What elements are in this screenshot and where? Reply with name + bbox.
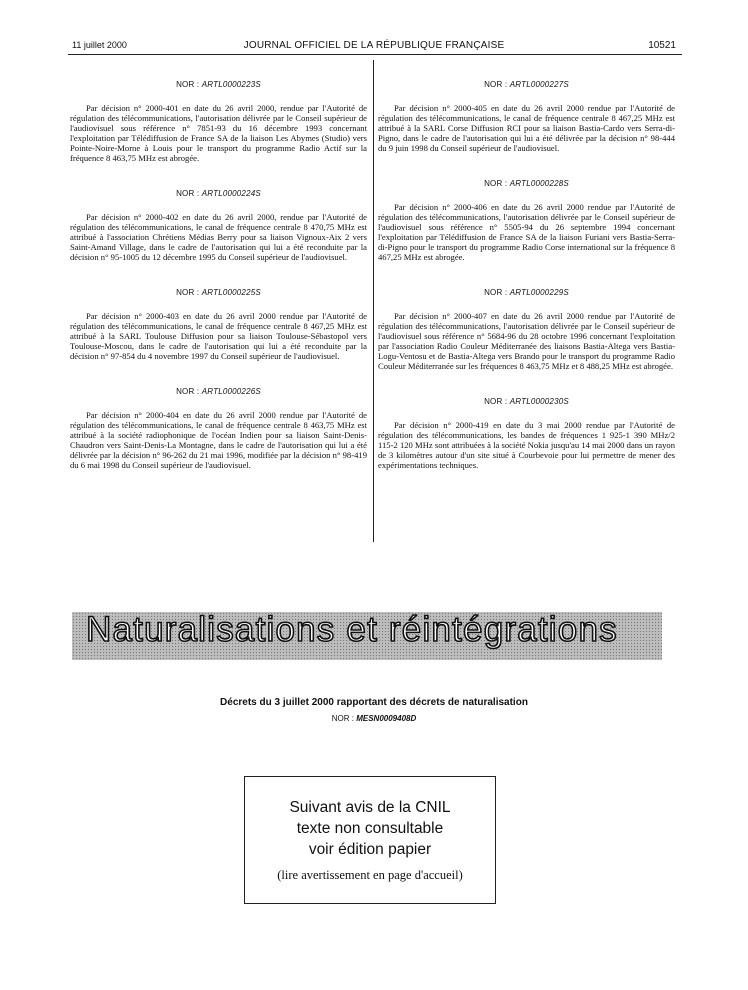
cnil-line: voir édition papier <box>308 841 432 858</box>
decision-paragraph: Par décision n° 2000-406 en date du 26 avril 2000 rendue par l'Autorité de régulation des télécommunications, l'autorisation délivrée par le Conseil supérieur de l'audiovisuel sous référence n° 5505-94 du 26 septembre 1994 concernant l'exploitation par Télédiffusion de France SA de la liaison Furiani vers Bastia-Serra-di-Pigno pour le transport du programme Radio Corse international sur la fréquence 8 467,25 MHz est abrogée. <box>378 202 675 262</box>
nor-reference <box>70 288 367 297</box>
nor-reference <box>70 189 367 198</box>
journal-title: JOURNAL OFFICIEL DE LA RÉPUBLIQUE FRANÇAISE <box>243 40 505 51</box>
nor-label: NOR : <box>484 179 508 188</box>
section-title: Naturalisations et réintégrations <box>86 610 618 649</box>
header-rule <box>68 54 682 55</box>
nor-code: ARTL0000224S <box>201 189 261 198</box>
page-number: 10521 <box>648 40 676 51</box>
decision-paragraph: Par décision n° 2000-401 en date du 26 avril 2000, rendue par l'Autorité de régulation des télécommunications, l'autorisation délivrée par le Conseil supérieur de l'audiovisuel sous référence n° 7851-93 du 16 décembre 1993 concernant l'exploitation par Télédiffusion de France SA de la liaison Les Abymes (Studio) vers Pointe-Noire-Morne à Louis pour le transport du programme Radio Actif sur la fréquence 8 463,75 MHz est abrogée. <box>70 103 367 163</box>
nor-reference <box>378 179 675 188</box>
nor-reference <box>378 397 675 406</box>
nor-label: NOR : <box>176 288 200 297</box>
left-column <box>70 80 367 496</box>
nor-code: ARTL0000230S <box>509 397 569 406</box>
nor-code: ARTL0000227S <box>509 80 569 89</box>
nor-code: MESN0009408D <box>356 714 417 723</box>
nor-label: NOR : <box>176 80 200 89</box>
right-column <box>378 80 675 496</box>
nor-label: NOR : <box>484 397 508 406</box>
decision-paragraph: Par décision n° 2000-419 en date du 3 mai 2000 rendue par l'Autorité de régulation des télécommunications, les bandes de fréquences 1 925-1 390 MHz/2 115-2 120 MHz sont attribuées à la société Nokia jusqu'au 14 mai 2000 dans un rayon de 3 kilomètres autour d'un site situé à Courbevoie pour lui permettre de mener des expérimentations techniques. <box>378 420 675 470</box>
decision-paragraph: Par décision n° 2000-402 en date du 26 avril 2000, rendue par l'Autorité de régulation des télécommunications, le canal de fréquence centrale 8 470,75 MHz est attribué à l'association Chrétiens Médias Berry pour sa liaison Vignoux-Aix 2 vers Saint-Amand Village, dans le cadre de l'autorisation qui lui a été reconduite par la décision n° 95-1005 du 12 décembre 1995 du Conseil supérieur de l'audiovisuel. <box>70 212 367 262</box>
decree-title: Décrets du 3 juillet 2000 rapportant des décrets de naturalisation <box>220 697 528 708</box>
nor-code: ARTL0000223S <box>201 80 261 89</box>
decision-paragraph: Par décision n° 2000-407 en date du 26 avril 2000 rendue par l'Autorité de régulation des télécommunications, l'autorisation délivrée par le Conseil supérieur de l'audiovisuel sous référence n° 5684-96 du 28 octobre 1996 concernant l'exploitation par l'association Radio Couleur Méditerranée des liaisons Bastia-Altega vers Bastia-Logu-Ventosu et de Bastia-Altega vers Brando pour le transport du programme Radio Couleur Méditerranée sur les fréquences 8 463,75 MHz et 8 488,25 MHz est abrogée. <box>378 311 675 371</box>
nor-label: NOR : <box>331 714 354 723</box>
cnil-line: texte non consultable <box>296 820 444 837</box>
header-date: 11 juillet 2000 <box>72 40 127 50</box>
nor-code: ARTL0000228S <box>509 179 569 188</box>
nor-label: NOR : <box>484 288 508 297</box>
decision-paragraph: Par décision n° 2000-404 en date du 26 avril 2000 rendue par l'Autorité de régulation des télécommunications, le canal de fréquence centrale 8 463,75 MHz est attribué à la société radiophonique de l'océan Indien pour sa liaison Saint-Denis-Chaudron vers Saint-Denis-La Montagne, dans le cadre de l'autorisation qui lui a été délivrée par la décision n° 96-262 du 21 mai 1996, modifiée par la décision n° 98-419 du 6 mai 1998 du Conseil supérieur de l'audiovisuel. <box>70 410 367 470</box>
nor-code: ARTL0000229S <box>509 288 569 297</box>
nor-label: NOR : <box>484 80 508 89</box>
nor-code: ARTL0000226S <box>201 387 261 396</box>
nor-reference <box>378 288 675 297</box>
nor-reference <box>378 80 675 89</box>
nor-reference <box>70 80 367 89</box>
nor-reference <box>70 387 367 396</box>
decree-nor <box>0 714 748 723</box>
nor-label: NOR : <box>176 387 200 396</box>
nor-label: NOR : <box>176 189 200 198</box>
decision-paragraph: Par décision n° 2000-403 en date du 26 avril 2000 rendue par l'Autorité de régulation des télécommunications, le canal de fréquence centrale 8 467,25 MHz est attribué à la SARL Toulouse Diffusion pour sa liaison Toulouse-Sébastopol vers Toulouse-Moscou, dans le cadre de l'autorisation qui lui a été reconduite par la décision n° 97-854 du 4 novembre 1997 du Conseil supérieur de l'audiovisuel. <box>70 311 367 361</box>
cnil-notice-box <box>244 776 496 904</box>
cnil-note: (lire avertissement en page d'accueil) <box>277 868 463 882</box>
column-divider <box>373 60 374 542</box>
nor-code: ARTL0000225S <box>201 288 261 297</box>
decision-paragraph: Par décision n° 2000-405 en date du 26 avril 2000 rendue par l'Autorité de régulation des télécommunications, le canal de fréquence centrale 8 467,25 MHz est attribué à la SARL Corse Diffusion RCI pour sa liaison Bastia-Cardo vers Serra-di-Pigno, dans le cadre de l'autorisation qui lui a été délivrée par la décision n° 98-444 du 9 juin 1998 du Conseil supérieur de l'audiovisuel. <box>378 103 675 153</box>
cnil-line: Suivant avis de la CNIL <box>289 799 451 816</box>
